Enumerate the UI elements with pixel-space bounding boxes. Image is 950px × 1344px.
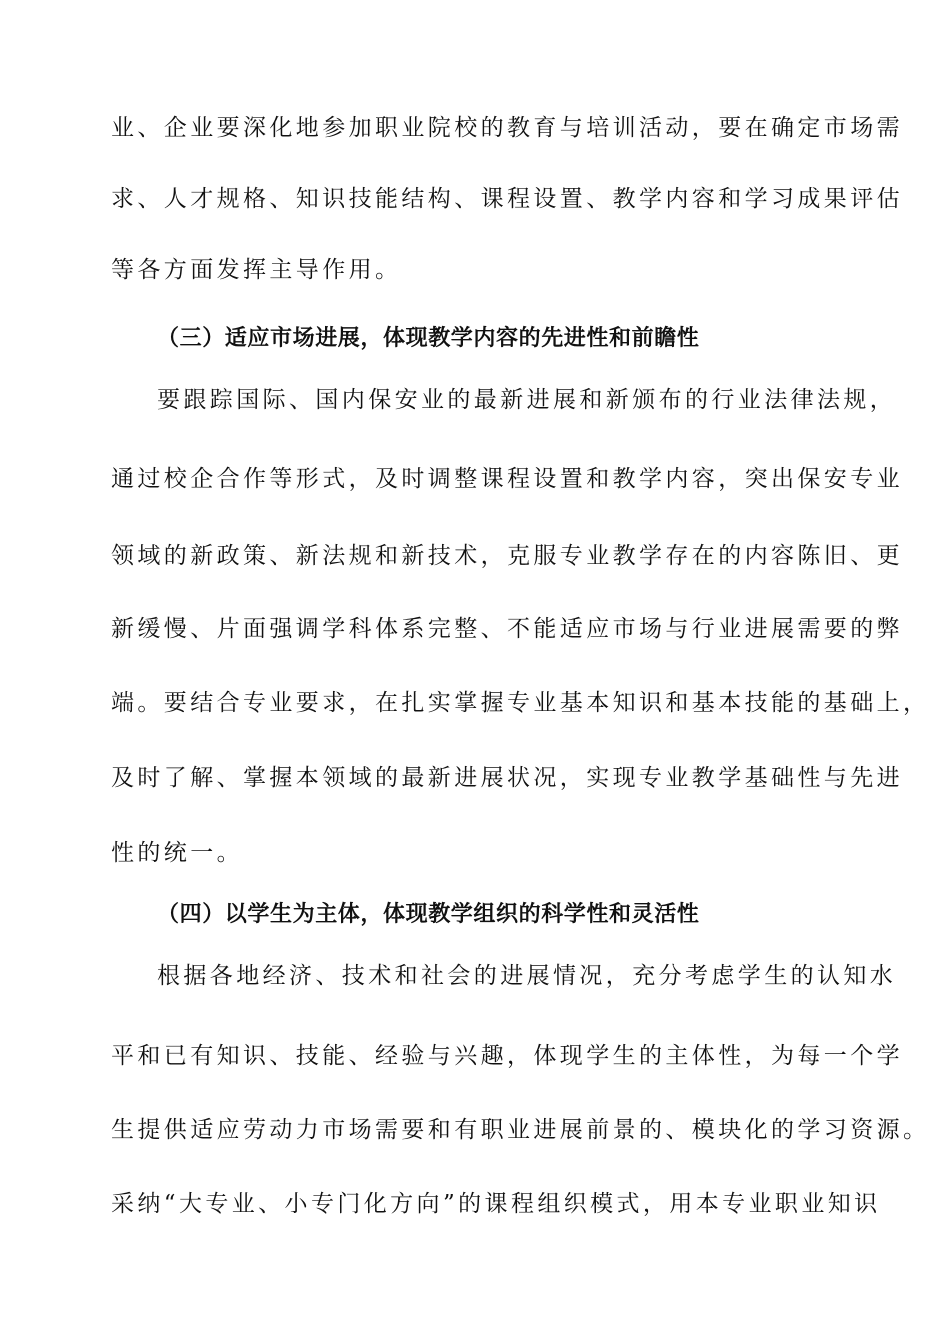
section-heading-3: （三）适应市场进展，体现教学内容的先进性和前瞻性	[157, 326, 700, 351]
paragraph-2-line-1: 要跟踪国际、国内保安业的最新进展和新颁布的行业法律法规，	[157, 387, 897, 413]
paragraph-2-line-4: 新缓慢、片面强调学科体系完整、不能适应市场与行业进展需要的弊	[111, 616, 903, 642]
paragraph-1-line-1: 业、企业要深化地参加职业院校的教育与培训活动，要在确定市场需	[111, 115, 903, 141]
paragraph-3-line-4: 采纳“大专业、小专门化方向”的课程组织模式，用本专业职业知识	[111, 1191, 881, 1217]
section-heading-4: （四）以学生为主体，体现教学组织的科学性和灵活性	[157, 902, 700, 927]
paragraph-2-line-6: 及时了解、掌握本领域的最新进展状况，实现专业教学基础性与先进	[111, 765, 903, 791]
paragraph-2-line-5: 端。要结合专业要求，在扎实掌握专业基本知识和基本技能的基础上，	[111, 690, 930, 716]
paragraph-2-line-2: 通过校企合作等形式，及时调整课程设置和教学内容，突出保安专业	[111, 466, 903, 492]
paragraph-2-line-7: 性的统一。	[111, 840, 243, 866]
paragraph-1-line-3: 等各方面发挥主导作用。	[111, 257, 402, 283]
paragraph-3-line-1: 根据各地经济、技术和社会的进展情况，充分考虑学生的认知水	[157, 963, 897, 989]
paragraph-1-line-2: 求、人才规格、知识技能结构、课程设置、教学内容和学习成果评估	[111, 186, 903, 212]
paragraph-3-line-2: 平和已有知识、技能、经验与兴趣，体现学生的主体性，为每一个学	[111, 1043, 903, 1069]
paragraph-2-line-3: 领域的新政策、新法规和新技术，克服专业教学存在的内容陈旧、更	[111, 543, 903, 569]
paragraph-3-line-3: 生提供适应劳动力市场需要和有职业进展前景的、模块化的学习资源。	[111, 1117, 930, 1143]
